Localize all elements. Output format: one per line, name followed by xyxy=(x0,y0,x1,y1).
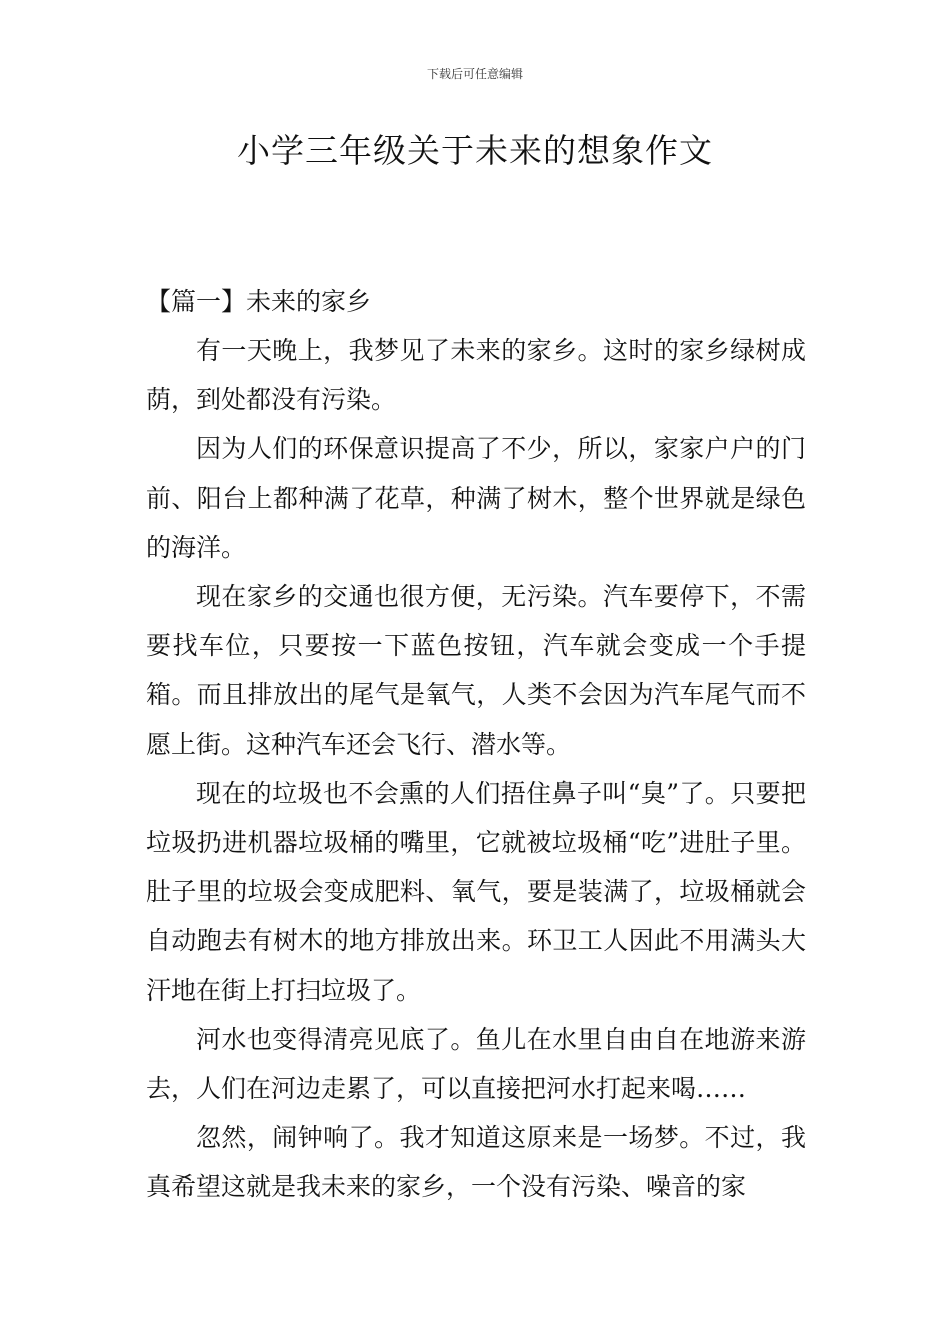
paragraph: 现在家乡的交通也很方便，无污染。汽车要停下，不需要找车位，只要按一下蓝色按钮，汽车就会变成一个手提箱。而且排放出的尾气是氧气，人类不会因为汽车尾气而不愿上街。这种汽车还会飞行、潜水等。 xyxy=(146,582,806,759)
paragraph: 忽然，闹钟响了。我才知道这原来是一场梦。不过，我真希望这就是我未来的家乡，一个没有污染、噪音的家 xyxy=(146,1123,806,1202)
header-note: 下载后可任意编辑 xyxy=(426,67,523,81)
section-heading: 【篇一】未来的家乡 xyxy=(146,287,372,316)
paragraph: 因为人们的环保意识提高了不少，所以，家家户户的门前、阳台上都种满了花草，种满了树木，整个世界就是绿色的海洋。 xyxy=(146,434,806,562)
document-title: 小学三年级关于未来的想象作文 xyxy=(237,131,713,170)
paragraph: 有一天晚上，我梦见了未来的家乡。这时的家乡绿树成荫，到处都没有污染。 xyxy=(146,336,806,415)
document-body xyxy=(146,278,806,1212)
paragraph: 现在的垃圾也不会熏的人们捂住鼻子叫“臭”了。只要把垃圾扔进机器垃圾桶的嘴里，它就被垃圾桶“吃”进肚子里。肚子里的垃圾会变成肥料、氧气，要是装满了，垃圾桶就会自动跑去有树木的地方排放出来。环卫工人因此不用满头大汗地在街上打扫垃圾了。 xyxy=(146,778,806,1005)
paragraph: 河水也变得清亮见底了。鱼儿在水里自由自在地游来游去，人们在河边走累了，可以直接把河水打起来喝…… xyxy=(146,1024,806,1104)
